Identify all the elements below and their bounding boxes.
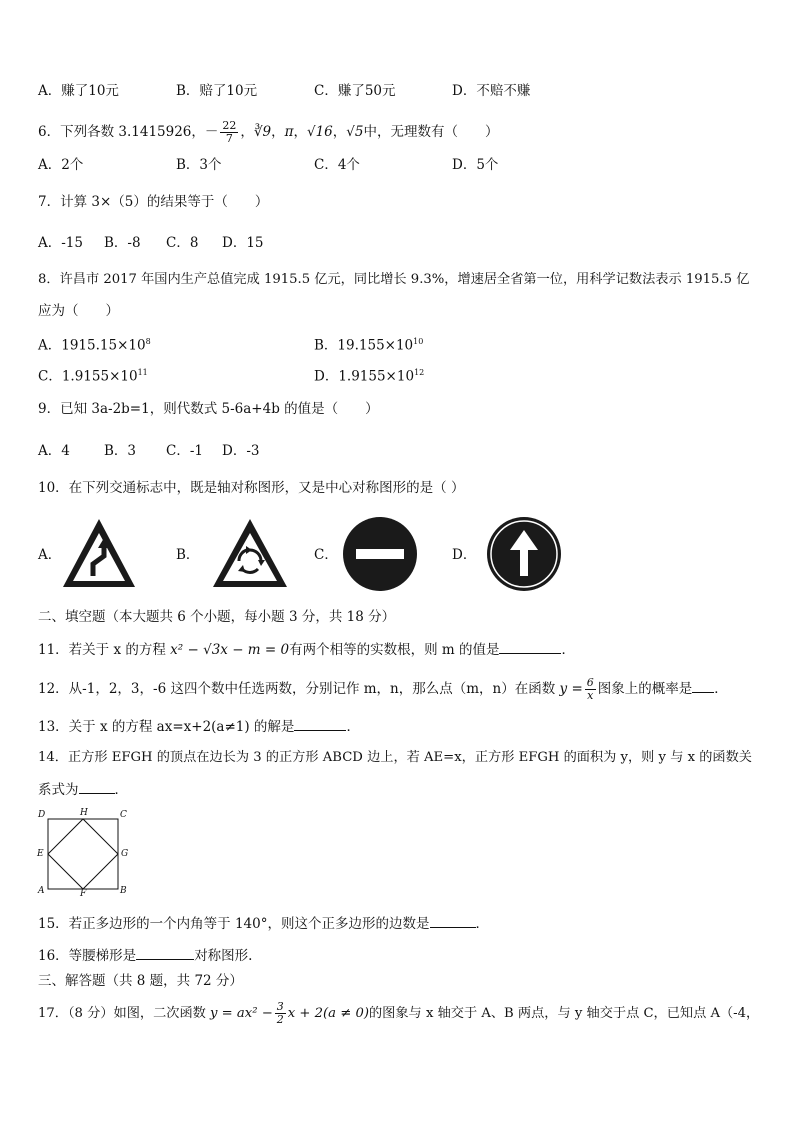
q15-answer-blank (430, 914, 476, 928)
q5-option-b: B．赔了10元 (176, 83, 258, 99)
q10-label-d: D． (452, 547, 477, 563)
no-entry-sign-icon (342, 516, 418, 592)
q16-stem (38, 946, 252, 965)
q17-prefix: 17．（8 分）如图，二次函数 (38, 1006, 211, 1021)
q8-option-c-exp: 11 (137, 368, 148, 377)
q6-option-d: D．5个 (452, 157, 499, 173)
q8-stem-line1: 8．许昌市 2017 年国内生产总值完成 1915.5 亿元，同比增长 9.3%，增速居全省第一位，用科学记数法表示 1915.5 亿 (38, 272, 750, 287)
q7-option-b: B．-8 (104, 235, 141, 251)
q17-eq-part1: y = ax² − (210, 1006, 273, 1021)
q9-option-b: B．3 (104, 443, 137, 459)
q14-line2: 系式为 (38, 782, 79, 798)
q17-eq-part2: x + 2(a ≠ 0) (287, 1006, 369, 1021)
q12-stem (38, 676, 728, 702)
q8-option-a (38, 333, 151, 355)
q11-suffix: 有两个相等的实数根，则 m 的值是 (289, 642, 500, 658)
q10-label-c: C． (314, 547, 338, 563)
q14-square-diagram (34, 810, 134, 900)
q17-frac-den: 2 (276, 1013, 284, 1026)
q6-neg: － (204, 124, 219, 140)
q14-stem-line1: 14．正方形 EFGH 的顶点在边长为 3 的正方形 ABCD 边上，若 AE=x，正方形 EFGH 的面积为 y，则 y 与 x 的函数关 (38, 750, 752, 765)
section-2-heading: 二、填空题（本大题共 6 个小题，每小题 3 分，共 18 分） (38, 609, 396, 625)
q8-option-d-exp: 12 (414, 368, 425, 377)
section-3-heading: 三、解答题（共 8 题，共 72 分） (38, 973, 243, 989)
q13-stem (38, 717, 360, 736)
q6-sqrt16: √16 (306, 124, 333, 140)
q6-sep: ， (293, 124, 307, 140)
q14-label-a: A (38, 886, 45, 896)
q8-option-c-text: C．1.9155×10 (38, 368, 138, 385)
q13-end: ． (346, 719, 360, 735)
q6-option-c: C．4个 (314, 157, 360, 173)
q11-prefix: 11．若关于 x 的方程 (38, 642, 171, 658)
q8-option-d (314, 364, 424, 386)
q6-pi: π (284, 124, 294, 140)
q17-fraction (275, 1001, 286, 1026)
q6-stem (38, 118, 498, 146)
q12-answer-blank (692, 679, 714, 693)
straight-ahead-sign-icon (486, 516, 562, 592)
q5-option-a: A．赚了10元 (38, 83, 119, 99)
q11-end: ． (561, 642, 575, 658)
q14-stem-line2 (38, 780, 128, 799)
curve-warning-sign-icon (60, 516, 138, 590)
q6-prefix: 6．下列各数 3.1415926， (38, 124, 205, 140)
q8-stem-line2: 应为（ ） (38, 303, 119, 319)
q17-suffix: 的图象与 x 轴交于 A、B 两点，与 y 轴交于点 C，已知点 A（-4， (369, 1006, 760, 1021)
q6-frac-num: 22 (222, 119, 237, 132)
q16-text: 16．等腰梯形是 (38, 948, 137, 964)
q11-answer-blank (499, 640, 561, 654)
q10-label-a: A． (38, 547, 62, 563)
q16-end: 对称图形. (194, 948, 253, 964)
roundabout-warning-sign-icon (210, 516, 290, 590)
q12-frac-den: x (587, 689, 594, 702)
q9-option-c: C．-1 (166, 443, 203, 459)
q6-sep: ， (240, 124, 254, 140)
q14-label-h: H (80, 808, 88, 818)
q7-option-c: C．8 (166, 235, 199, 251)
q6-fraction (220, 120, 238, 145)
q12-end: ． (714, 681, 728, 697)
q7-option-a: A．-15 (38, 235, 83, 251)
q6-frac-den: 7 (225, 132, 233, 145)
q6-option-a: A．2个 (38, 157, 84, 173)
q7-option-d: D．15 (222, 235, 264, 251)
q6-sqrt5: √5 (346, 124, 364, 140)
q14-label-b: B (120, 886, 127, 896)
q12-y: y = (559, 681, 583, 697)
q12-prefix: 12．从-1，2，3，-6 这四个数中任选两数，分别记作 m，n，那么点（m，n）在函数 (38, 681, 560, 697)
q13-answer-blank (294, 717, 346, 731)
q14-label-d: D (38, 810, 46, 820)
q7-stem: 7．计算 3×（5）的结果等于（ ） (38, 194, 269, 210)
q14-square-figure (34, 810, 134, 900)
q8-option-c (38, 364, 148, 386)
q11-equation: x² − √3x − m = 0 (170, 642, 290, 658)
q8-option-b-text: B．19.155×10 (314, 337, 414, 354)
q6-cbrt: ∛9 (253, 124, 272, 140)
q9-option-d: D．-3 (222, 443, 260, 459)
q15-stem (38, 914, 489, 933)
q14-label-g: G (121, 849, 129, 859)
q8-option-a-text: A．1915.15×10 (38, 337, 146, 354)
q15-end: ． (475, 916, 489, 932)
q12-fraction (585, 677, 596, 702)
q14-end: ． (114, 782, 128, 798)
q6-sep: ， (271, 124, 285, 140)
q6-suffix: 中，无理数有（ ） (363, 124, 499, 140)
q8-option-b (314, 333, 423, 355)
q8-option-a-exp: 8 (145, 337, 151, 346)
q10-stem: 10．在下列交通标志中，既是轴对称图形，又是中心对称图形的是（ ） (38, 480, 465, 496)
q14-label-f: F (80, 889, 87, 899)
q17-frac-num: 3 (276, 1000, 284, 1013)
q16-answer-blank (136, 946, 194, 960)
q9-option-a: A．4 (38, 443, 70, 459)
q8-option-d-text: D．1.9155×10 (314, 368, 415, 385)
q12-suffix: 图象上的概率是 (597, 681, 693, 697)
q15-text: 15．若正多边形的一个内角等于 140°，则这个正多边形的边数是 (38, 916, 430, 932)
q6-option-b: B．3个 (176, 157, 222, 173)
q5-option-c: C．赚了50元 (314, 83, 396, 99)
q14-answer-blank (79, 780, 115, 794)
q14-label-e: E (37, 849, 44, 859)
q8-option-b-exp: 10 (413, 337, 424, 346)
q10-label-b: B． (176, 547, 200, 563)
q9-stem: 9．已知 3a-2b=1，则代数式 5-6a+4b 的值是（ ） (38, 401, 379, 417)
q5-option-d: D．不赔不赚 (452, 83, 531, 99)
q17-stem (38, 1000, 759, 1028)
q13-text: 13．关于 x 的方程 ax=x+2(a≠1) 的解是 (38, 719, 295, 735)
q14-label-c: C (120, 810, 127, 820)
q6-sep: ， (332, 124, 347, 140)
q12-frac-num: 6 (586, 676, 594, 689)
q11-stem (38, 640, 575, 659)
